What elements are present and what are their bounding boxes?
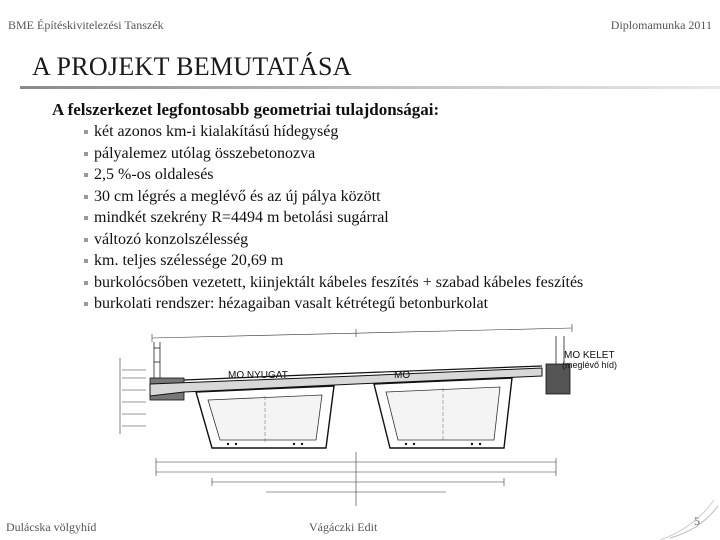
- label-existing-bridge: (meglévő híd): [562, 360, 618, 370]
- list-item: mindkét szekrény R=4494 m betolási sugárral: [84, 207, 583, 229]
- list-item: km. teljes szélessége 20,69 m: [84, 250, 583, 272]
- title-divider: [20, 86, 720, 89]
- corner-decoration: [660, 500, 720, 540]
- label-mo-kelet: MO KELET: [564, 350, 615, 361]
- list-item: két azonos km-i kialakítású hídegység: [84, 121, 583, 143]
- label-mo-nyugat: MO NYUGAT: [228, 370, 288, 381]
- list-item: pályalemez utólag összebetonozva: [84, 143, 583, 165]
- bullet-icon: [84, 281, 88, 285]
- slide-title: A PROJEKT BEMUTATÁSA: [32, 52, 352, 81]
- cross-section-svg: [116, 322, 624, 516]
- subheading: A felszerkezet legfontosabb geometriai tulajdonságai:: [52, 100, 440, 119]
- list-item: 30 cm légrés a meglévő és az új pálya között: [84, 186, 583, 208]
- bottom-dimensions: [156, 452, 556, 506]
- header-thesis: Diplomamunka 2011: [610, 18, 712, 32]
- bullet-icon: [84, 216, 88, 220]
- bullet-icon: [84, 259, 88, 263]
- header-department: BME Építéskivitelezési Tanszék: [8, 18, 164, 32]
- list-item: 2,5 %-os oldalesés: [84, 164, 583, 186]
- page-number: 5: [694, 514, 700, 528]
- top-dimension: [152, 324, 572, 342]
- footer-author: Vágáczki Edit: [309, 520, 378, 534]
- bullet-list: [84, 121, 583, 315]
- footer-project: Dulácska völgyhíd: [6, 520, 97, 534]
- bullet-icon: [84, 195, 88, 199]
- bullet-icon: [84, 152, 88, 156]
- bullet-icon: [84, 302, 88, 306]
- list-item: változó konzolszélesség: [84, 229, 583, 251]
- label-mo: MO: [394, 370, 411, 381]
- bridge-cross-section-drawing: [116, 322, 624, 516]
- bullet-icon: [84, 130, 88, 134]
- bullet-icon: [84, 238, 88, 242]
- list-item: burkolócsőben vezetett, kiinjektált kábeles feszítés + szabad kábeles feszítés: [84, 272, 583, 294]
- bullet-icon: [84, 173, 88, 177]
- left-annotations: [120, 358, 146, 434]
- list-item: burkolati rendszer: hézagaiban vasalt kétrétegű betonburkolat: [84, 293, 583, 315]
